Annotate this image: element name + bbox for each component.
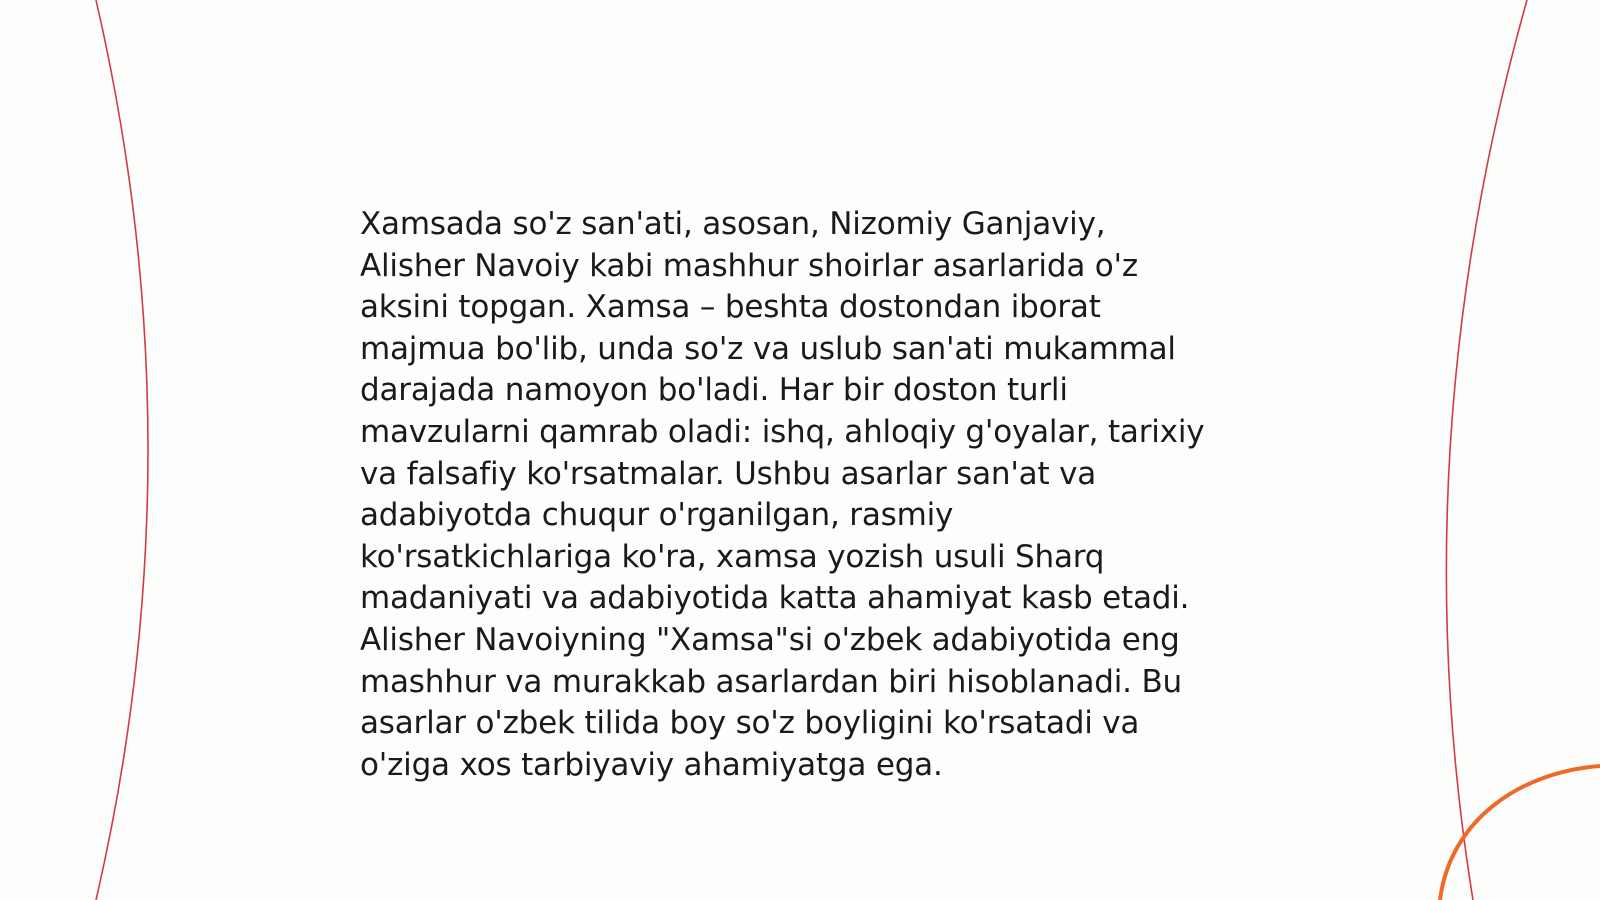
body-line: ko'rsatkichlariga ko'ra, xamsa yozish usuli Sharq	[360, 538, 1105, 575]
body-line: darajada namoyon bo'ladi. Har bir doston turli	[360, 372, 1068, 409]
body-text	[360, 204, 1260, 786]
right-curve-line	[1446, 0, 1527, 900]
body-line: madaniyati va adabiyotida katta ahamiyat kasb etadi.	[360, 580, 1190, 617]
left-curve-line	[96, 0, 148, 900]
body-line: adabiyotda chuqur o'rganilgan, rasmiy	[360, 497, 954, 534]
body-line: Alisher Navoiy kabi mashhur shoirlar asarlarida o'z	[360, 247, 1138, 284]
body-line: va falsafiy ko'rsatmalar. Ushbu asarlar san'at va	[360, 455, 1097, 492]
body-line: aksini topgan. Xamsa – beshta dostondan iborat	[360, 289, 1101, 326]
body-line: mavzularni qamrab oladi: ishq, ahloqiy g'oyalar, tarixiy	[360, 413, 1205, 450]
body-line: majmua bo'lib, unda so'z va uslub san'ati mukammal	[360, 330, 1176, 367]
body-line: Alisher Navoiyning "Xamsa"si o'zbek adabiyotida eng	[360, 621, 1180, 658]
bottom-right-accent-arc	[1440, 766, 1600, 900]
body-line: Xamsada so'z san'ati, asosan, Nizomiy Ganjaviy,	[360, 206, 1106, 242]
body-line: asarlar o'zbek tilida boy so'z boyligini ko'rsatadi va	[360, 705, 1140, 742]
body-line: o'ziga xos tarbiyaviy ahamiyatga ega.	[360, 746, 943, 783]
body-line: mashhur va murakkab asarlardan biri hisoblanadi. Bu	[360, 663, 1182, 700]
